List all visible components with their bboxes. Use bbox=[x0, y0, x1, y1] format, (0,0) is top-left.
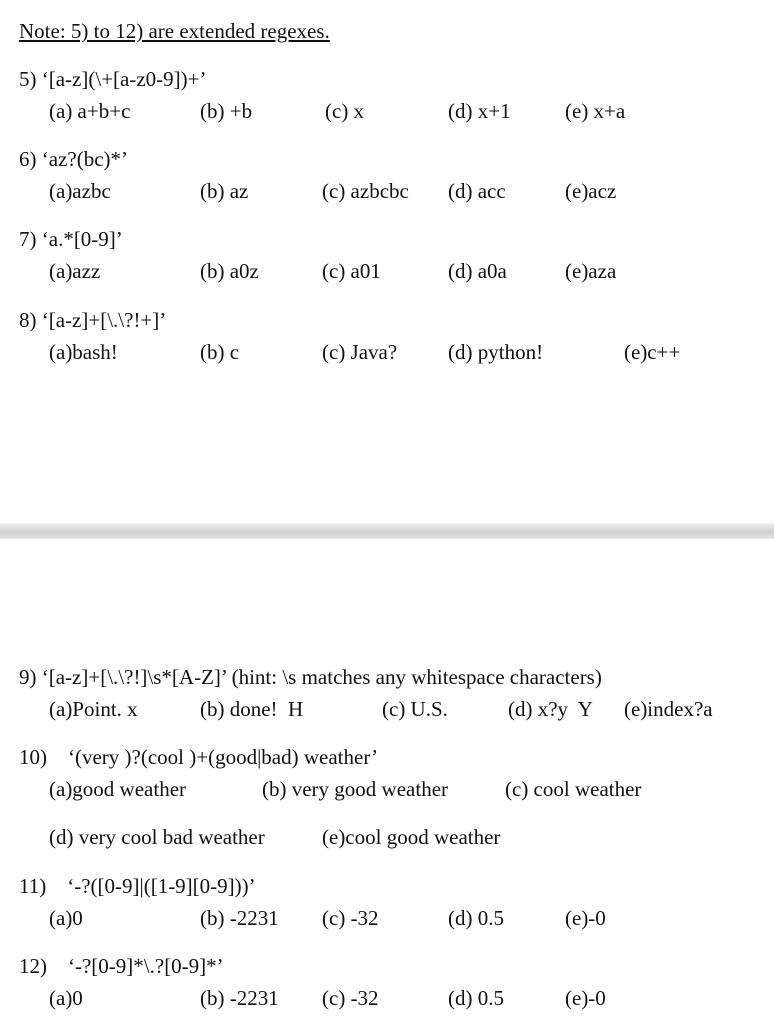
option-c: (c) -32 bbox=[322, 986, 379, 1010]
question-9 bbox=[19, 664, 602, 690]
option-b: (b) -2231 bbox=[200, 906, 279, 930]
question-12 bbox=[19, 953, 224, 979]
option-b: (b) +b bbox=[200, 99, 253, 123]
option-e: (e)aza bbox=[565, 259, 617, 283]
option-b: (b) c bbox=[200, 340, 240, 364]
question-number: 9) bbox=[19, 665, 37, 689]
question-number: 11) bbox=[19, 874, 47, 898]
option-c: (c) x bbox=[325, 99, 365, 123]
option-e: (e)-0 bbox=[565, 906, 606, 930]
option-d: (d) 0.5 bbox=[448, 906, 504, 930]
option-e: (e)c++ bbox=[624, 340, 681, 364]
option-a: (a)bash! bbox=[49, 340, 118, 364]
option-a: (a)azz bbox=[49, 259, 101, 283]
option-e: (e)acz bbox=[565, 179, 617, 203]
option-b: (b) -2231 bbox=[200, 986, 279, 1010]
question-number: 6) bbox=[19, 147, 37, 171]
option-b: (b) done! H bbox=[200, 697, 304, 721]
question-pattern: ‘[a-z]+[\.\?!+]’ bbox=[41, 308, 167, 332]
option-b: (b) very good weather bbox=[262, 777, 449, 801]
option-e: (e)index?a bbox=[624, 697, 713, 721]
question-pattern: ‘az?(bc)*’ bbox=[41, 147, 129, 171]
option-c: (c) Java? bbox=[322, 340, 398, 364]
option-d: (d) acc bbox=[448, 179, 506, 203]
option-a: (a) a+b+c bbox=[49, 99, 131, 123]
question-7 bbox=[19, 226, 123, 252]
question-6 bbox=[19, 146, 128, 172]
question-pattern: ‘a.*[0-9]’ bbox=[41, 227, 123, 251]
option-d: (d) 0.5 bbox=[448, 986, 504, 1010]
question-number: 5) bbox=[19, 67, 37, 91]
question-5 bbox=[19, 66, 206, 92]
question-number: 7) bbox=[19, 227, 37, 251]
question-pattern: ‘-?([0-9]|([1-9][0-9]))’ bbox=[67, 874, 256, 898]
option-c: (c) -32 bbox=[322, 906, 379, 930]
question-8 bbox=[19, 307, 166, 333]
option-a: (a)good weather bbox=[49, 777, 187, 801]
option-c: (c) cool weather bbox=[505, 777, 642, 801]
question-11 bbox=[19, 873, 256, 899]
option-e: (e)-0 bbox=[565, 986, 606, 1010]
option-c: (c) U.S. bbox=[382, 697, 448, 721]
question-number: 12) bbox=[19, 954, 47, 978]
page-separator bbox=[0, 523, 774, 539]
option-d: (d) x+1 bbox=[448, 99, 511, 123]
option-a: (a)azbc bbox=[49, 179, 111, 203]
option-a: (a)Point. x bbox=[49, 697, 138, 721]
option-d: (d) very cool bad weather bbox=[49, 825, 265, 849]
option-b: (b) a0z bbox=[200, 259, 259, 283]
page-bottom bbox=[0, 539, 774, 1024]
question-pattern: ‘[a-z](\+[a-z0-9])+’ bbox=[41, 67, 207, 91]
option-a: (a)0 bbox=[49, 986, 83, 1010]
option-b: (b) az bbox=[200, 179, 249, 203]
option-c: (c) azbcbc bbox=[322, 179, 409, 203]
question-10 bbox=[19, 744, 378, 770]
question-number: 8) bbox=[19, 308, 37, 332]
option-d: (d) python! bbox=[448, 340, 544, 364]
option-e: (e) x+a bbox=[565, 99, 626, 123]
option-a: (a)0 bbox=[49, 906, 83, 930]
question-number: 10) bbox=[19, 745, 47, 769]
option-e: (e)cool good weather bbox=[322, 825, 501, 849]
question-pattern: ‘-?[0-9]*\.?[0-9]*’ bbox=[68, 954, 224, 978]
question-pattern: ‘(very )?(cool )+(good|bad) weather’ bbox=[68, 745, 379, 769]
option-d: (d) x?y Y bbox=[508, 697, 593, 721]
question-pattern: ‘[a-z]+[\.\?!]\s*[A-Z]’ (hint: \s matches any whitespace characters) bbox=[41, 665, 602, 689]
option-d: (d) a0a bbox=[448, 259, 507, 283]
note-heading: Note: 5) to 12) are extended regexes. bbox=[19, 19, 330, 43]
option-c: (c) a01 bbox=[322, 259, 381, 283]
